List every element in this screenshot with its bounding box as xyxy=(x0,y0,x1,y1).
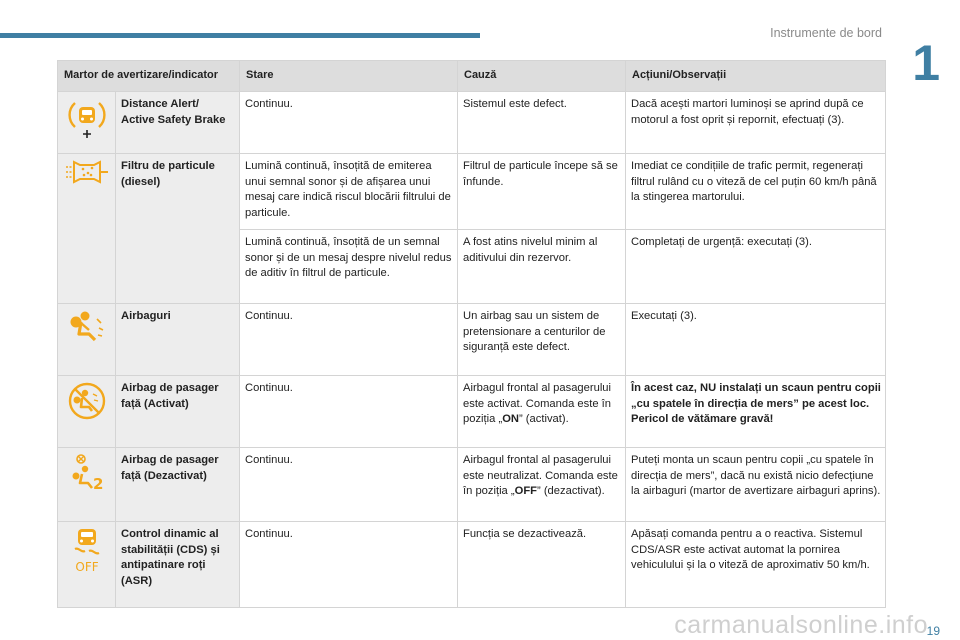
icon-cell xyxy=(58,448,116,522)
cause-cell: Funcția se dezactivează. xyxy=(458,522,626,608)
distance-alert-icon xyxy=(67,97,107,139)
table-row xyxy=(58,92,886,154)
chapter-number: 1 xyxy=(912,35,940,91)
icon-off-label: OFF xyxy=(75,560,99,573)
svg-text:2: 2 xyxy=(93,475,104,493)
indicator-name: Airbag de pasager față (Dezactivat) xyxy=(116,448,240,522)
icon-cell xyxy=(58,376,116,448)
state-cell: Continuu. xyxy=(240,376,458,448)
stability-control-off-icon xyxy=(67,527,107,573)
cause-cell: Un airbag sau un sistem de pretensionare a centurilor de siguranță este defect. xyxy=(458,304,626,376)
cause-cell xyxy=(458,448,626,522)
cause-cell: Filtrul de particule începe să se înfunde. xyxy=(458,154,626,230)
action-cell: Imediat ce condițiile de trafic permit, regenerați filtrul rulând cu o viteză de cel puțin 60 km/h până la stingerea martorului. xyxy=(626,154,886,230)
column-header-indicator: Martor de avertizare/indicator xyxy=(58,61,240,92)
passenger-airbag-on-icon xyxy=(67,381,107,421)
state-cell: Continuu. xyxy=(240,304,458,376)
page-number: 19 xyxy=(926,624,940,638)
action-cell xyxy=(626,376,886,448)
cause-text: Airbagul frontal al pasagerului este activat. Comanda este în poziția „ xyxy=(463,382,612,425)
action-cell: Apăsați comanda pentru a o reactiva. Sistemul CDS/ASR este activat automat la pornirea vehiculului și la o viteză de aproximativ 50 km/h. xyxy=(626,522,886,608)
table-row xyxy=(58,304,886,376)
action-cell: Completați de urgență: executați (3). xyxy=(626,230,886,304)
table-header-row xyxy=(58,61,886,92)
state-cell: Continuu. xyxy=(240,448,458,522)
indicator-name: Distance Alert/ Active Safety Brake xyxy=(116,92,240,154)
cause-switch-position: ON xyxy=(502,413,519,425)
icon-cell xyxy=(58,154,116,304)
action-warning-text: În acest caz, NU instalați un scaun pentru copii „cu spatele în direcția de mers xyxy=(631,382,881,410)
action-cell: Puteți monta un scaun pentru copii „cu spatele în direcția de mers”, dacă nu există nicio defecțiune la airbaguri (martor de avertizare airbaguri aprins). xyxy=(626,448,886,522)
indicator-name: Control dinamic al stabilității (CDS) și antipatinare roți (ASR) xyxy=(116,522,240,608)
state-cell: Lumină continuă, însoțită de emiterea unui semnal sonor și de afișarea unui mesaj care indică riscul blocării filtrului de particule. xyxy=(240,154,458,230)
state-cell: Lumină continuă, însoțită de un semnal sonor și de un mesaj despre nivelul redus de aditiv în filtrul de particule. xyxy=(240,230,458,304)
icon-cell xyxy=(58,92,116,154)
cause-cell: Sistemul este defect. xyxy=(458,92,626,154)
state-cell: Continuu. xyxy=(240,92,458,154)
cause-cell xyxy=(458,376,626,448)
column-header-actions: Acțiuni/Observații xyxy=(626,61,886,92)
action-cell: Executați (3). xyxy=(626,304,886,376)
state-cell: Continuu. xyxy=(240,522,458,608)
particle-filter-icon xyxy=(64,159,110,185)
action-warning-text-end: ” pe acest loc. Pericol de vătămare gravă! xyxy=(631,397,870,425)
table-row xyxy=(58,154,886,230)
column-header-state: Stare xyxy=(240,61,458,92)
cause-text-end: ” (dezactivat). xyxy=(537,485,605,497)
table-row xyxy=(58,522,886,608)
watermark: carmanualsonline.info xyxy=(674,611,928,639)
passenger-airbag-off-icon xyxy=(67,453,107,493)
cause-switch-position: OFF xyxy=(514,485,537,497)
indicator-name: Airbaguri xyxy=(116,304,240,376)
indicator-name: Airbag de pasager față (Activat) xyxy=(116,376,240,448)
cause-text: Airbagul frontal al pasagerului este neutralizat. Comanda este în poziția „ xyxy=(463,454,618,497)
section-title: Instrumente de bord xyxy=(770,26,882,40)
icon-cell xyxy=(58,304,116,376)
top-accent-bar xyxy=(0,33,480,38)
table-row xyxy=(58,376,886,448)
indicator-name: Filtru de particule (diesel) xyxy=(116,154,240,304)
column-header-cause: Cauză xyxy=(458,61,626,92)
cause-cell: A fost atins nivelul minim al aditivului din rezervor. xyxy=(458,230,626,304)
icon-cell xyxy=(58,522,116,608)
action-cell: Dacă acești martori luminoși se aprind după ce motorul a fost oprit și repornit, efectuați (3). xyxy=(626,92,886,154)
table-row xyxy=(58,448,886,522)
cause-text-end: ” (activat). xyxy=(518,413,569,425)
warning-lights-table xyxy=(57,60,886,608)
airbag-icon xyxy=(67,309,107,343)
